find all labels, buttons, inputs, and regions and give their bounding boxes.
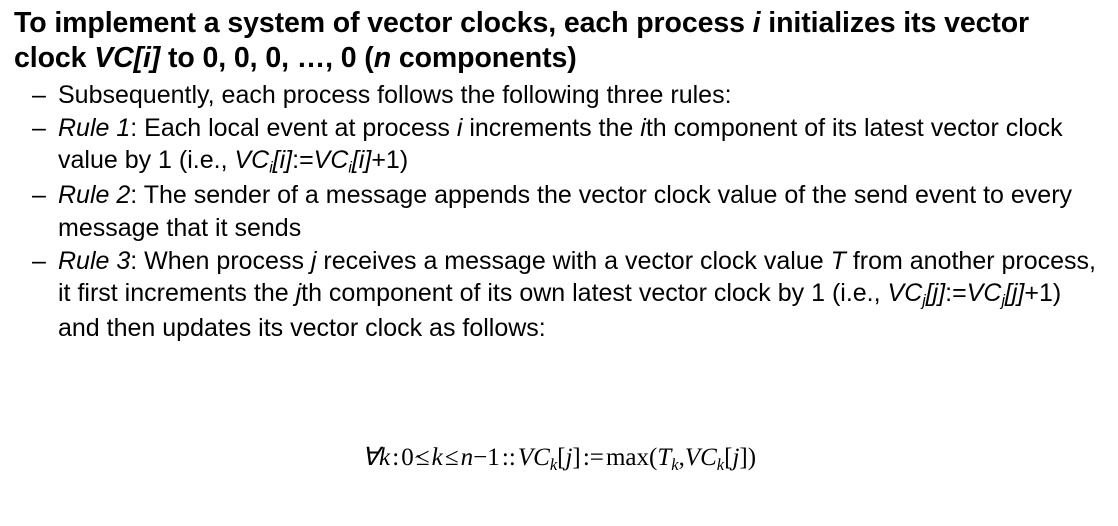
bullet-list (14, 79, 1108, 344)
list-item-text: Rule 1: Each local event at process i increments the ith component of its latest vector clock value by 1 (i.e., $VC_i[i]:=VC_i[i]+1$) (58, 113, 1063, 177)
math-formula: ∀k : 0 ≤ k ≤ n−1 :: VCk[j] := max(Tk,VCk[j]) (361, 444, 757, 474)
list-item (14, 112, 1108, 179)
bullet-dash-icon: – (32, 181, 46, 210)
list-item (14, 79, 1108, 111)
list-item-text: Rule 2: The sender of a message appends the vector clock value of the send event to every message that it sends (58, 181, 1073, 242)
bullet-dash-icon: – (32, 113, 46, 142)
list-item-text: Subsequently, each process follows the following three rules: (58, 80, 732, 109)
list-item (14, 245, 1108, 344)
bullet-dash-icon: – (32, 246, 46, 275)
bullet-dash-icon: – (32, 80, 46, 109)
list-item-text: Rule 3: When process j receives a message with a vector clock value T from another process, it first increments the jth component of its own latest vector clock by 1 (i.e., $VC_j[j]:=VC_j[j]+1$) and then updates its vector clock as follows: (58, 246, 1096, 342)
list-item (14, 179, 1108, 244)
page-title: To implement a system of vector clocks, each process i initializes its vector clock VC[i] to 0, 0, 0, …, 0 (n components) (14, 7, 1030, 75)
